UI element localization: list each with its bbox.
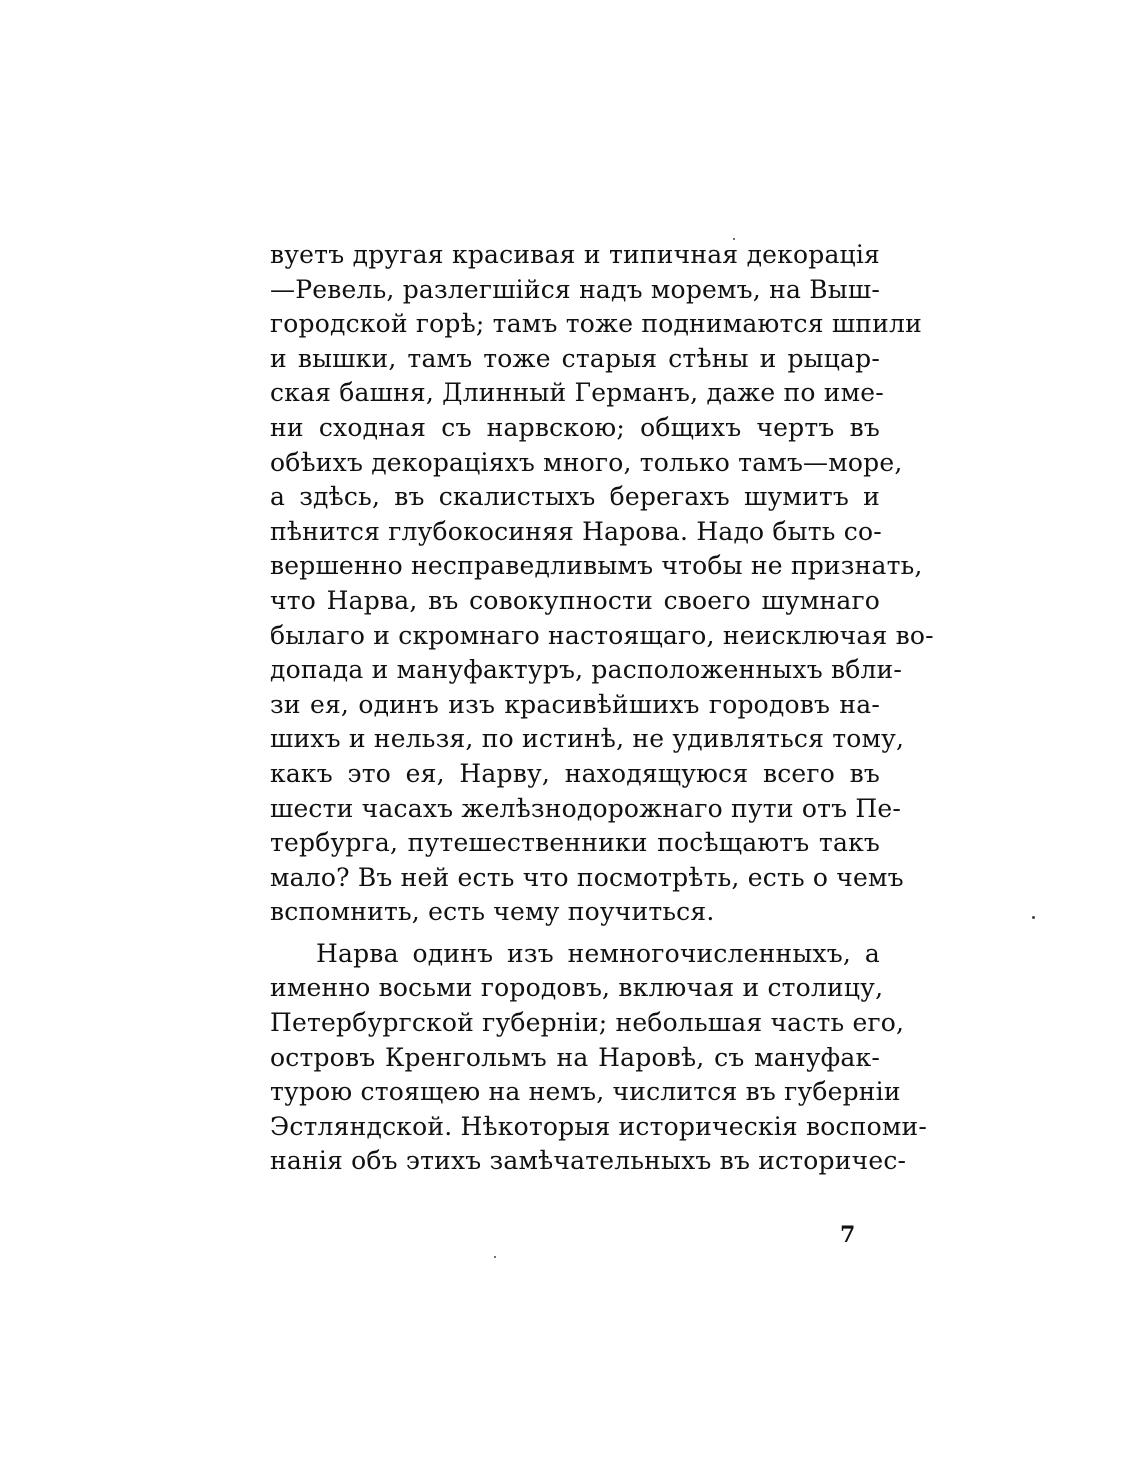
text-line: зи ея, одинъ изъ красивѣйшихъ городовъ на- — [270, 689, 880, 719]
text-line: а здѣсь, въ скалистыхъ берегахъ шумитъ и — [270, 482, 880, 512]
text-line: тербурга, путешественники посѣщаютъ такъ — [270, 828, 880, 858]
text-line: турою стоящею на немъ, числится въ губерніи — [270, 1077, 901, 1107]
text-line: вуетъ другая красивая и типичная декорація — [270, 240, 880, 269]
text-line: городской горѣ; тамъ тоже поднимаются шпили — [270, 309, 922, 339]
body-text — [270, 238, 934, 1179]
text-line: именно восьми городовъ, включая и столицу, — [270, 973, 884, 1003]
text-line: Нарва одинъ изъ немногочисленныхъ, а — [316, 938, 880, 968]
text-line: островъ Кренгольмъ на Наровѣ, съ мануфак- — [270, 1042, 880, 1072]
text-line: нанія объ этихъ замѣчательныхъ въ историчес- — [270, 1146, 907, 1176]
page-number: 7 — [840, 1222, 856, 1248]
text-line: и вышки, тамъ тоже старыя стѣны и рыцар- — [270, 343, 880, 373]
paragraph-gap — [270, 930, 880, 937]
text-line: пѣнится глубокосиняя Нарова. Надо быть со- — [270, 516, 882, 546]
text-line: вершенно несправедливымъ чтобы не признать, — [270, 551, 923, 581]
text-line: какъ это ея, Нарву, находящуюся всего въ — [270, 758, 880, 788]
text-line: обѣихъ декораціяхъ много, только тамъ—море, — [270, 447, 903, 477]
text-line: что Нарва, въ совокупности своего шумнаго — [270, 585, 880, 615]
scan-speck — [733, 238, 735, 240]
text-line: ни сходная съ нарвскою; общихъ чертъ въ — [270, 412, 880, 442]
text-line: Петербургской губерніи; небольшая часть его, — [270, 1008, 905, 1038]
text-line: вспомнить, есть чему поучиться. — [270, 897, 715, 927]
text-line: допада и мануфактуръ, расположенныхъ вбли- — [270, 655, 903, 685]
text-line: ская башня, Длинный Германъ, даже по име- — [270, 378, 884, 408]
scan-speck — [1032, 916, 1035, 919]
text-line: мало? Въ ней есть что посмотрѣть, есть о чемъ — [270, 862, 904, 892]
scan-speck — [494, 1256, 496, 1258]
paragraph-2 — [270, 937, 928, 1179]
text-line: Эстляндской. Нѣкоторыя историческія воспоми- — [270, 1111, 928, 1141]
text-line: —Ревель, разлегшійся надъ моремъ, на Выш- — [270, 274, 880, 304]
text-line: шести часахъ желѣзнодорожнаго пути отъ Пе- — [270, 793, 902, 823]
text-line: былаго и скромнаго настоящаго, неисключая во- — [270, 620, 934, 650]
text-line: шихъ и нельзя, по истинѣ, не удивляться тому, — [270, 724, 905, 754]
paragraph-1 — [270, 238, 934, 930]
